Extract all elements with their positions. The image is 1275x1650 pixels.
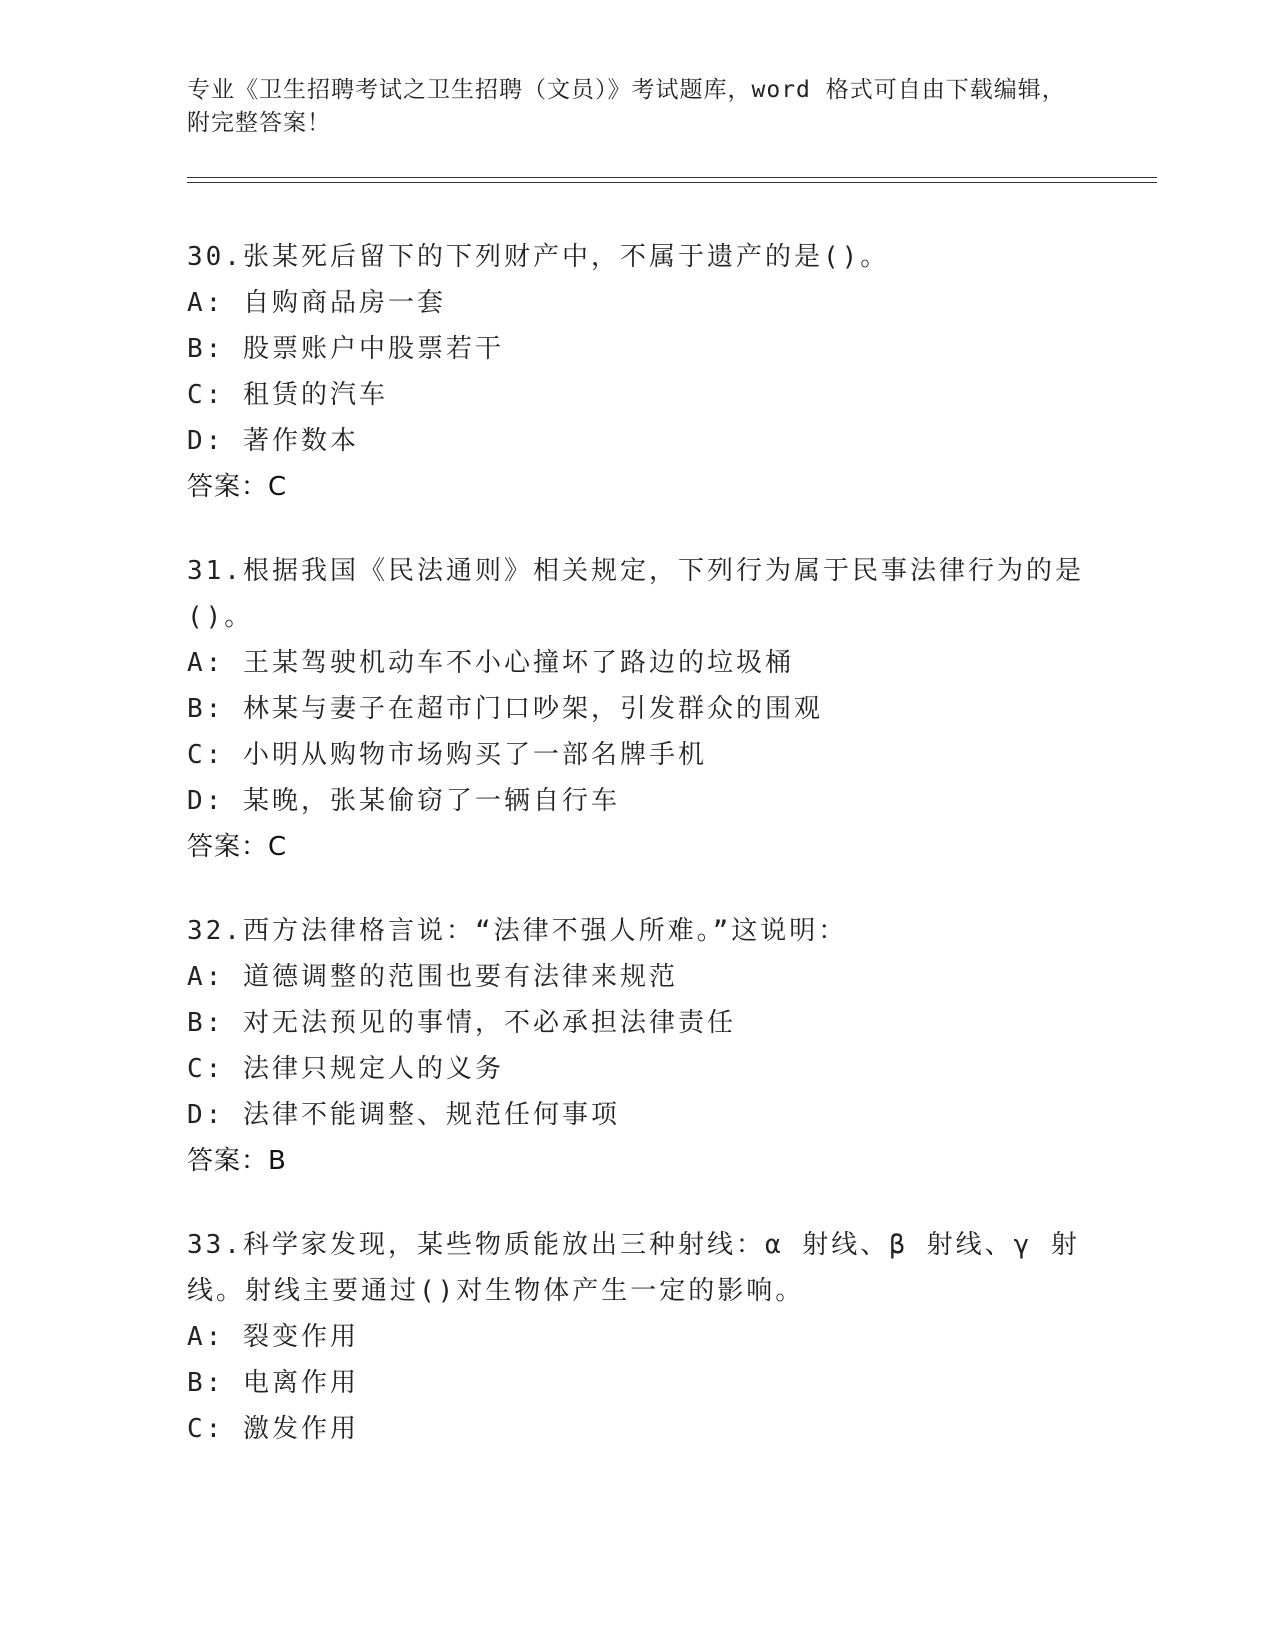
option-c: C: 法律只规定人的义务 [187,1054,504,1084]
document-intro: 专业《卫生招聘考试之卫生招聘（文员）》考试题库，word 格式可自由下载编辑，附完整答案！ [187,77,1066,136]
header-rule-top [187,177,1157,178]
option-a: A: 王某驾驶机动车不小心撞坏了路边的垃圾桶 [187,648,794,678]
question-30 [187,234,1087,510]
option-d: D: 著作数本 [187,426,359,456]
answer: 答案：C [187,832,288,862]
option-b: B: 股票账户中股票若干 [187,334,504,364]
option-a: A: 自购商品房一套 [187,288,446,318]
option-c: C: 激发作用 [187,1414,359,1444]
option-c: C: 小明从购物市场购买了一部名牌手机 [187,740,707,770]
question-stem: 32.西方法律格言说：“法律不强人所难。”这说明： [187,916,848,946]
option-b: B: 对无法预见的事情，不必承担法律责任 [187,1008,736,1038]
header-rule-bottom [187,182,1157,183]
question-list [187,234,1087,1490]
question-32 [187,908,1087,1184]
question-stem: 31.根据我国《民法通则》相关规定，下列行为属于民事法律行为的是()。 [187,556,1084,632]
option-a: A: 裂变作用 [187,1322,359,1352]
option-d: D: 某晚，张某偷窃了一辆自行车 [187,786,620,816]
answer: 答案：B [187,1146,287,1176]
question-stem: 33.科学家发现，某些物质能放出三种射线：α 射线、β 射线、γ 射线。射线主要通过()对生物体产生一定的影响。 [187,1230,1080,1306]
answer: 答案：C [187,472,288,502]
question-stem: 30.张某死后留下的下列财产中，不属于遗产的是()。 [187,242,890,272]
option-d: D: 法律不能调整、规范任何事项 [187,1100,620,1130]
document-page [187,0,1157,1650]
question-33 [187,1222,1087,1452]
option-c: C: 租赁的汽车 [187,380,388,410]
option-b: B: 电离作用 [187,1368,359,1398]
option-b: B: 林某与妻子在超市门口吵架，引发群众的围观 [187,694,823,724]
question-31 [187,548,1087,870]
option-a: A: 道德调整的范围也要有法律来规范 [187,962,678,992]
